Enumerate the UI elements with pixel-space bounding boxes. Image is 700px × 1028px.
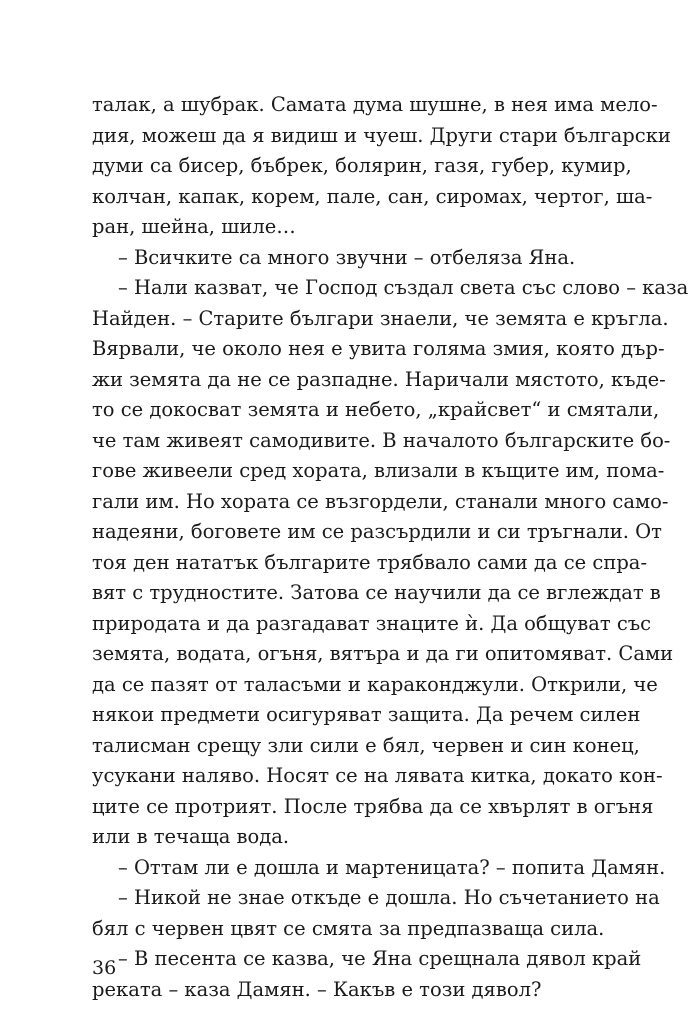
text-line: – Никой не знае откъде е дошла. Но съчетанието на	[118, 886, 660, 909]
text-line: усукани наляво. Носят се на лявата китка, докато кон-	[92, 764, 663, 787]
text-line: Вярвали, че около нея е увита голяма змия, която дър-	[92, 337, 665, 360]
text-line: реката – каза Дамян. – Какъв е този дявол?	[92, 977, 542, 1001]
text-line: жи земята да не се разпадне. Наричали мястото, къде-	[92, 367, 666, 391]
page-number: 36	[92, 957, 117, 979]
text-line: – В песента се казва, че Яна срещнала дявол край	[118, 947, 642, 970]
text-line: талак, а шубрак. Самата дума шушне, в нея има мело-	[92, 93, 658, 116]
text-line: то се докосват земята и небето, „крайсвет“ и смятали,	[92, 398, 660, 421]
text-line: – Оттам ли е дошла и мартеницата? – попита Дамян.	[118, 855, 666, 879]
text-line: – Всичките са много звучни – отбеляза Яна.	[118, 245, 576, 269]
text-line: земята, водата, огъня, вятъра и да ги опитомяват. Сами	[92, 642, 674, 665]
text-line: че там живеят самодивите. В началото българските бо-	[92, 428, 671, 452]
text-line: или в течаща вода.	[92, 825, 290, 848]
text-line: гове живеели сред хората, влизали в къщите им, пома-	[92, 459, 665, 482]
text-line: ците се протрият. После трябва да се хвърлят в огъня	[92, 794, 654, 818]
text-line: вят с трудностите. Затова се научили да се вглеждат в	[92, 581, 661, 604]
text-line: някои предмети осигуряват защита. Да речем силен	[92, 703, 641, 726]
text-line: надеяни, боговете им се разсърдили и си тръгнали. От	[92, 520, 662, 543]
text-line: тоя ден нататък българите трябвало сами да се спра-	[92, 550, 648, 574]
text-line: гали им. Но хората се възгордели, станали много само-	[92, 489, 669, 513]
text-line: природата и да разгадават знаците ѝ. Да общуват със	[92, 611, 652, 635]
text-line: Найден. – Старите българи знаели, че земята е кръгла.	[92, 306, 669, 330]
text-line: бял с червен цвят се смята за предпазваща сила.	[92, 916, 605, 940]
text-line: – Нали казват, че Господ създал света със слово – каза	[118, 276, 689, 299]
text-line: думи са бисер, бъбрек, болярин, газя, губер, кумир,	[92, 154, 632, 177]
text-line: талисман срещу зли сили е бял, червен и син конец,	[92, 733, 640, 757]
text-line: да се пазят от таласъми и караконджули. Открили, че	[92, 672, 658, 696]
text-line: ран, шейна, шиле…	[92, 215, 296, 238]
text-line: дия, можеш да я видиш и чуеш. Други стари български	[92, 123, 671, 147]
text-line: колчан, капак, корем, пале, сан, сиромах, чертог, ша-	[92, 184, 653, 208]
body-text	[92, 90, 689, 1005]
